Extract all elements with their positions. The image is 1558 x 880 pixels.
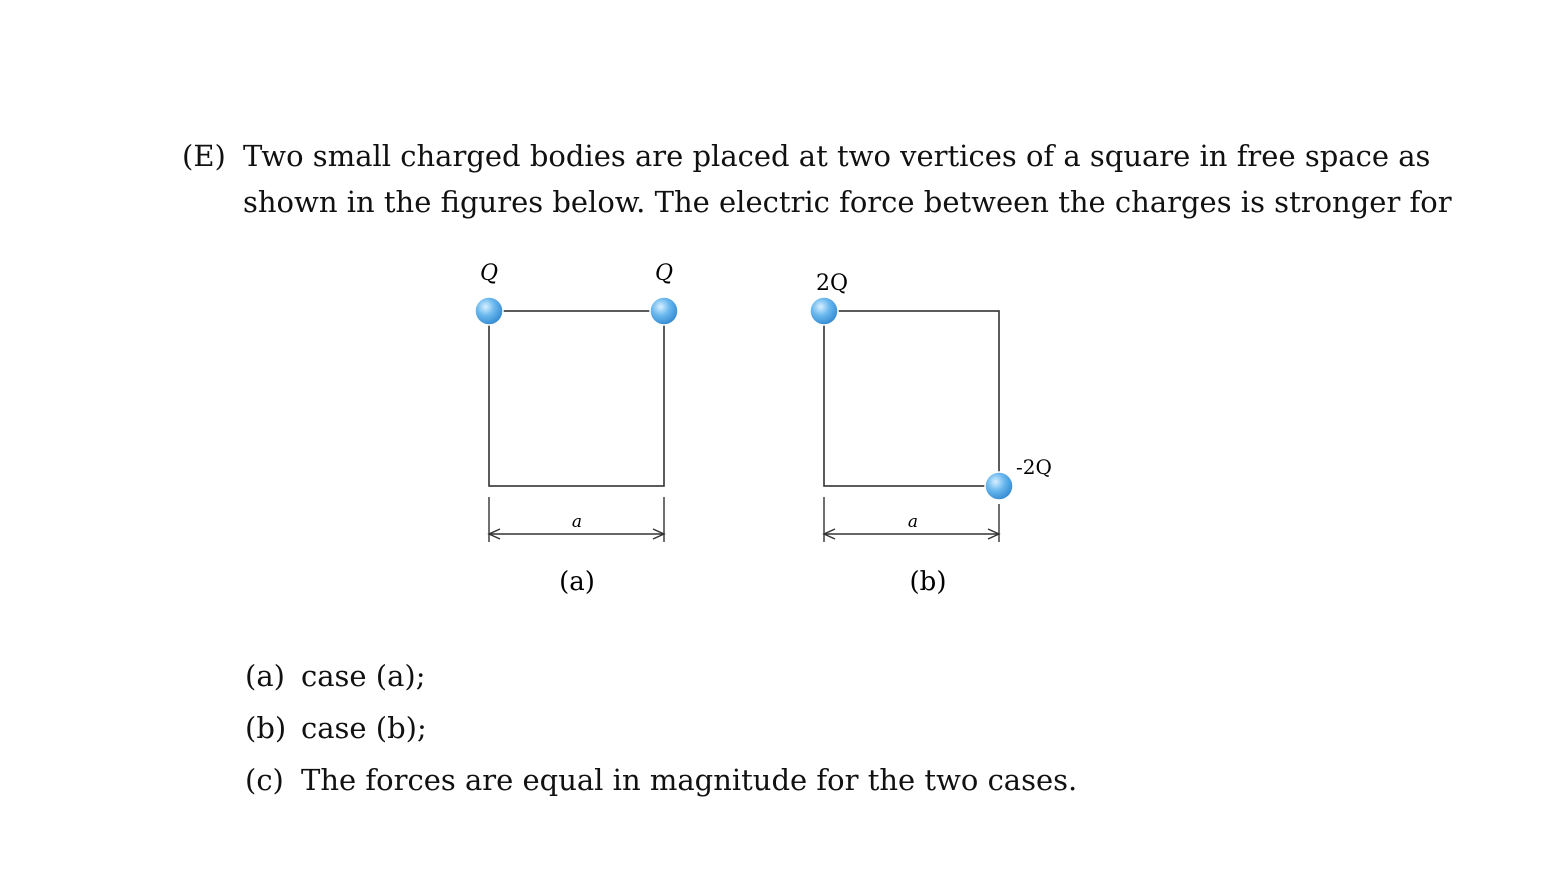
answer-options (245, 650, 1077, 806)
figure-a (475, 261, 678, 597)
question-label: (E) (182, 139, 226, 173)
side-label-a: a (571, 512, 583, 532)
figure-b (810, 271, 1052, 597)
option-b[interactable] (245, 702, 1077, 754)
square-b (824, 311, 999, 486)
side-label-b: a (907, 512, 919, 532)
option-c[interactable] (245, 754, 1077, 806)
square-a (489, 311, 664, 486)
question-text: Two small charged bodies are placed at two vertices of a square in free space as shown in the figures below. The electric force between the charges is stronger for (243, 139, 1452, 219)
charge-b-bottom-right-label: -2Q (1016, 455, 1052, 479)
option-c-text: The forces are equal in magnitude for the two cases. (301, 763, 1078, 797)
charge-a-left-label: Q (479, 261, 499, 286)
charge-a-right-label: Q (654, 261, 674, 286)
option-c-label: (c) (245, 763, 284, 797)
option-a-text: case (a); (301, 659, 426, 693)
option-b-label: (b) (245, 711, 287, 745)
charge-a-left (475, 297, 503, 325)
option-a-label: (a) (245, 659, 285, 693)
charge-a-right (650, 297, 678, 325)
option-a[interactable] (245, 650, 1077, 702)
charge-b-bottom-right (985, 472, 1013, 500)
option-b-text: case (b); (301, 711, 427, 745)
caption-b: (b) (909, 567, 947, 597)
charge-b-top-left-label: 2Q (815, 271, 849, 296)
caption-a: (a) (559, 567, 595, 597)
charge-b-top-left (810, 297, 838, 325)
